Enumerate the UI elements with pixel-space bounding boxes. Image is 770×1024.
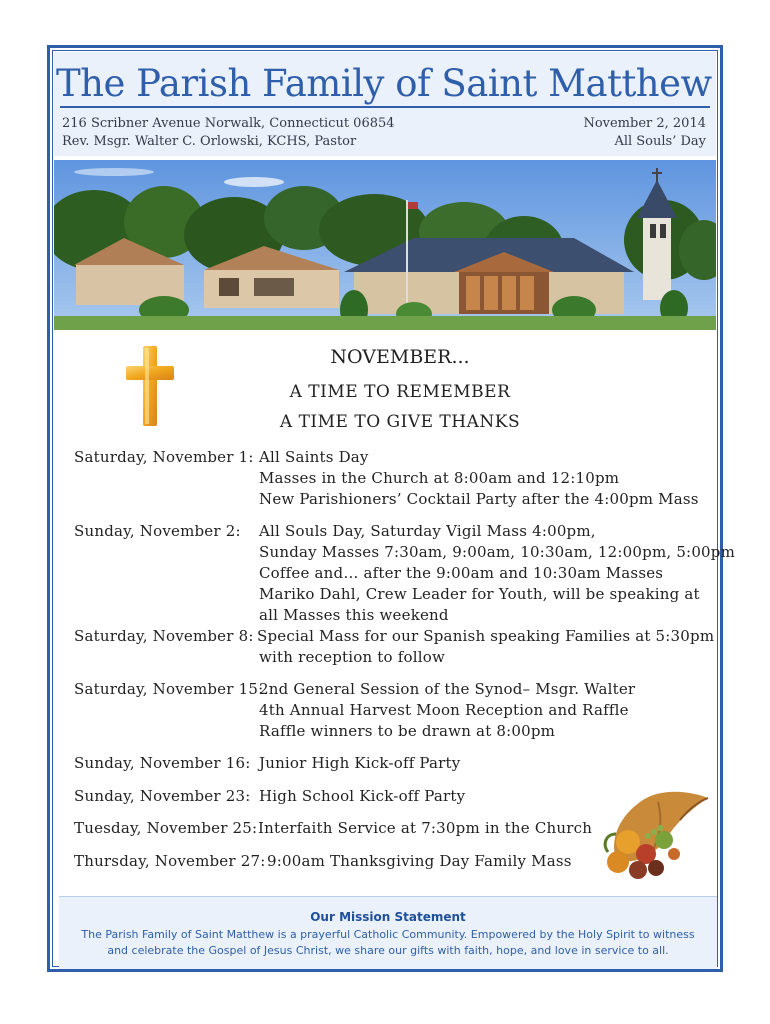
cornucopia-icon bbox=[588, 780, 714, 889]
mission-text bbox=[62, 927, 714, 959]
event-line: Masses in the Church at 8:00am and 12:10pm bbox=[259, 469, 620, 487]
event-line: New Parishioners’ Cocktail Party after the 4:00pm Mass bbox=[259, 490, 699, 508]
event-line: Raffle winners to be drawn at 8:00pm bbox=[259, 722, 556, 740]
headline-remember: A TIME TO REMEMBER bbox=[289, 382, 511, 402]
event-date: Sunday, November 23: bbox=[74, 787, 251, 805]
cross-icon bbox=[122, 344, 178, 433]
event-line: Junior High Kick-off Party bbox=[259, 754, 461, 772]
headline-thanks: A TIME TO GIVE THANKS bbox=[279, 412, 521, 432]
event-line: Sunday Masses 7:30am, 9:00am, 10:30am, 12:00pm, 5:00pm bbox=[259, 543, 736, 561]
church-photo bbox=[54, 160, 716, 330]
event-date: Tuesday, November 25: bbox=[74, 819, 258, 837]
pastor-line: Rev. Msgr. Walter C. Orlowski, KCHS, Pastor bbox=[62, 134, 357, 149]
parish-title: The Parish Family of Saint Matthew bbox=[56, 62, 712, 105]
title-underline bbox=[60, 106, 710, 108]
event-date: Saturday, November 15: bbox=[74, 680, 264, 698]
parish-address: 216 Scribner Avenue Norwalk, Connecticut 06854 bbox=[62, 116, 395, 131]
event-date: Saturday, November 1: bbox=[74, 448, 254, 466]
event-line: 4th Annual Harvest Moon Reception and Raffle bbox=[259, 701, 629, 719]
event-date: Saturday, November 8: bbox=[74, 627, 254, 645]
event-line: All Souls Day, Saturday Vigil Mass 4:00pm, bbox=[259, 522, 596, 540]
event-line: All Saints Day bbox=[259, 448, 369, 466]
occasion-line: All Souls’ Day bbox=[614, 134, 706, 149]
event-line: Special Mass for our Spanish speaking Families at 5:30pm bbox=[257, 627, 715, 645]
event-line: with reception to follow bbox=[259, 648, 445, 666]
event-date: Thursday, November 27: bbox=[74, 852, 266, 870]
event-line: Mariko Dahl, Crew Leader for Youth, will be speaking at bbox=[259, 585, 700, 603]
event-line: all Masses this weekend bbox=[259, 606, 449, 624]
mission-line: and celebrate the Gospel of Jesus Christ, we share our gifts with faith, hope, and love in service to all. bbox=[107, 944, 669, 957]
event-line: High School Kick-off Party bbox=[259, 787, 466, 805]
mission-title: Our Mission Statement bbox=[310, 910, 466, 924]
bulletin-date: November 2, 2014 bbox=[583, 116, 706, 131]
event-date: Sunday, November 2: bbox=[74, 522, 241, 540]
mission-line: The Parish Family of Saint Matthew is a prayerful Catholic Community. Empowered by the Holy Spirit to witness bbox=[81, 928, 695, 941]
event-line: Coffee and… after the 9:00am and 10:30am Masses bbox=[259, 564, 664, 582]
event-line: 2nd General Session of the Synod– Msgr. Walter bbox=[259, 680, 636, 698]
event-line: Interfaith Service at 7:30pm in the Church bbox=[258, 819, 593, 837]
event-date: Sunday, November 16: bbox=[74, 754, 251, 772]
headline-november: NOVEMBER... bbox=[330, 346, 470, 368]
event-line: 9:00am Thanksgiving Day Family Mass bbox=[267, 852, 572, 870]
